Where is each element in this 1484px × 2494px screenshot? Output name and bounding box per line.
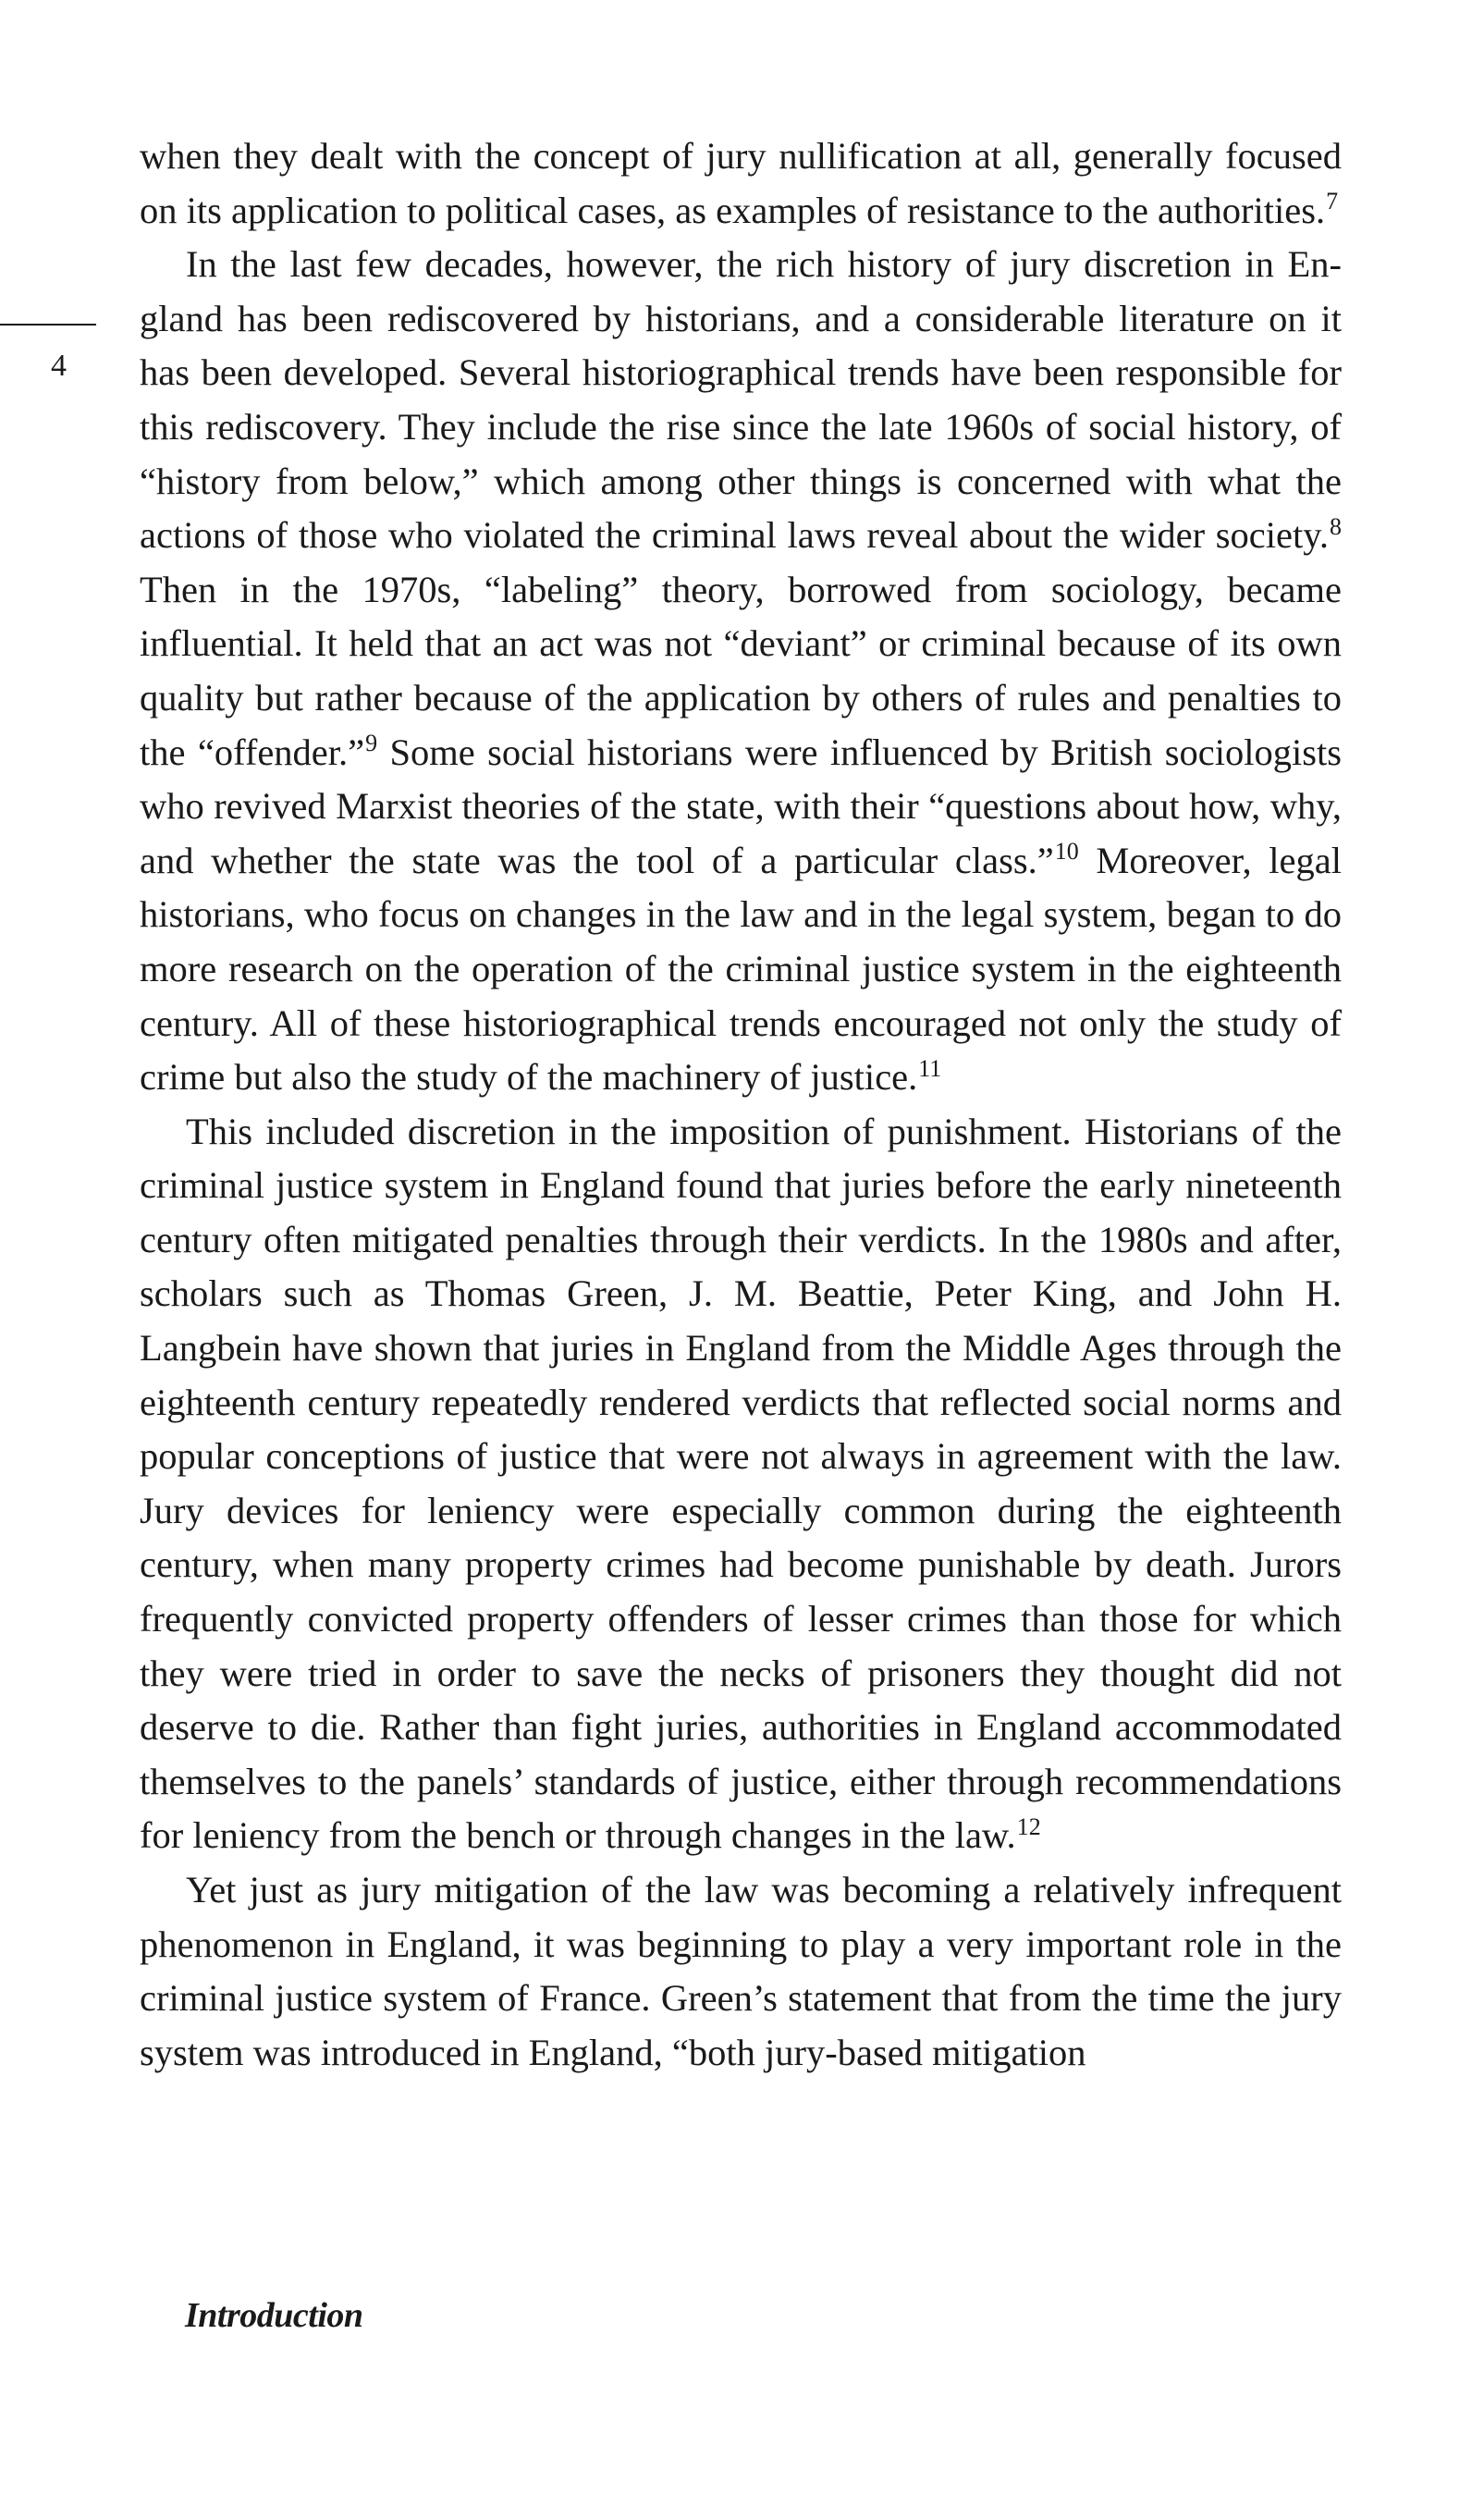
paragraph-2-text-a: In the last few decades, however, the rich history of jury discretion in England has been rediscovered by historians, and a considerable literature on it has been developed. Several historiographical trends have been responsible for this rediscovery. They include the rise since the late 1960s of social history, of “history from below,” which among other things is concerned with what the actions of those who violated the criminal laws reveal about the wider society. [140, 243, 1342, 557]
paragraph-2 [140, 238, 1342, 1105]
paragraph-2-text-b: Then in the 1970s, “labeling” theory, borrowed from sociology, became influential. It held that an act was not “deviant” or criminal because of its own quality but rather because of the application by others of rules and penalties to the “offender.” [140, 568, 1342, 773]
paragraph-4 [140, 1863, 1342, 2080]
paragraph-4-text: Yet just as jury mitigation of the law was becoming a relatively infrequent phenomenon in England, it was beginning to play a very important role in the criminal justice system of France. Green’s statement that from the time the jury system was introduced in England, “both jury-based mitigation [140, 1869, 1342, 2073]
footnote-ref-10: 10 [1054, 838, 1079, 866]
footnote-ref-7: 7 [1326, 188, 1339, 215]
margin-rule [0, 324, 96, 326]
paragraph-1-text: when they dealt with the concept of jury nullification at all, generally focused on its application to political cases, as examples of resistance to the authorities. [140, 135, 1342, 231]
footnote-ref-8: 8 [1330, 512, 1342, 540]
footnote-ref-11: 11 [918, 1054, 942, 1082]
paragraph-3-text: This included discretion in the imposition of punishment. Historians of the criminal justice system in England found that juries before the early nineteenth century often mitigated penalties through their verdicts. In the 1980s and after, scholars such as Thomas Green, J. M. Beattie, Peter King, and John H. Langbein have shown that juries in England from the Middle Ages through the eighteenth century repeatedly rendered verdicts that reflected social norms and popular conceptions of justice that were not always in agreement with the law. Jury devices for leniency were especially common during the eighteenth century, when many property crimes had become punishable by death. Jurors frequently convicted property offenders of lesser crimes than those for which they were tried in order to save the necks of prisoners they thought did not deserve to die. Rather than fight juries, authorities in England accommodated themselves to the panels’ standards of justice, either through recommendations for leniency from the bench or through changes in the law. [140, 1110, 1342, 1857]
page-number: 4 [51, 349, 67, 383]
footnote-ref-9: 9 [365, 730, 378, 757]
footnote-ref-12: 12 [1016, 1812, 1041, 1840]
paragraph-2-text-c: Some social historians were influenced by British sociologists who revived Marxist theories of the state, with their “questions about how, why, and whether the state was the tool of a particular class.” [140, 731, 1342, 881]
page-body [140, 129, 1342, 2080]
paragraph-2-text-d: Moreover, legal historians, who focus on changes in the law and in the legal system, began to do more research on the operation of the criminal justice system in the eighteenth century. All of these historiographical trends encouraged not only the study of crime but also the study of the machinery of justice. [140, 839, 1342, 1099]
running-footer-title: Introduction [185, 2296, 363, 2335]
paragraph-1 [140, 129, 1342, 238]
paragraph-3 [140, 1105, 1342, 1863]
